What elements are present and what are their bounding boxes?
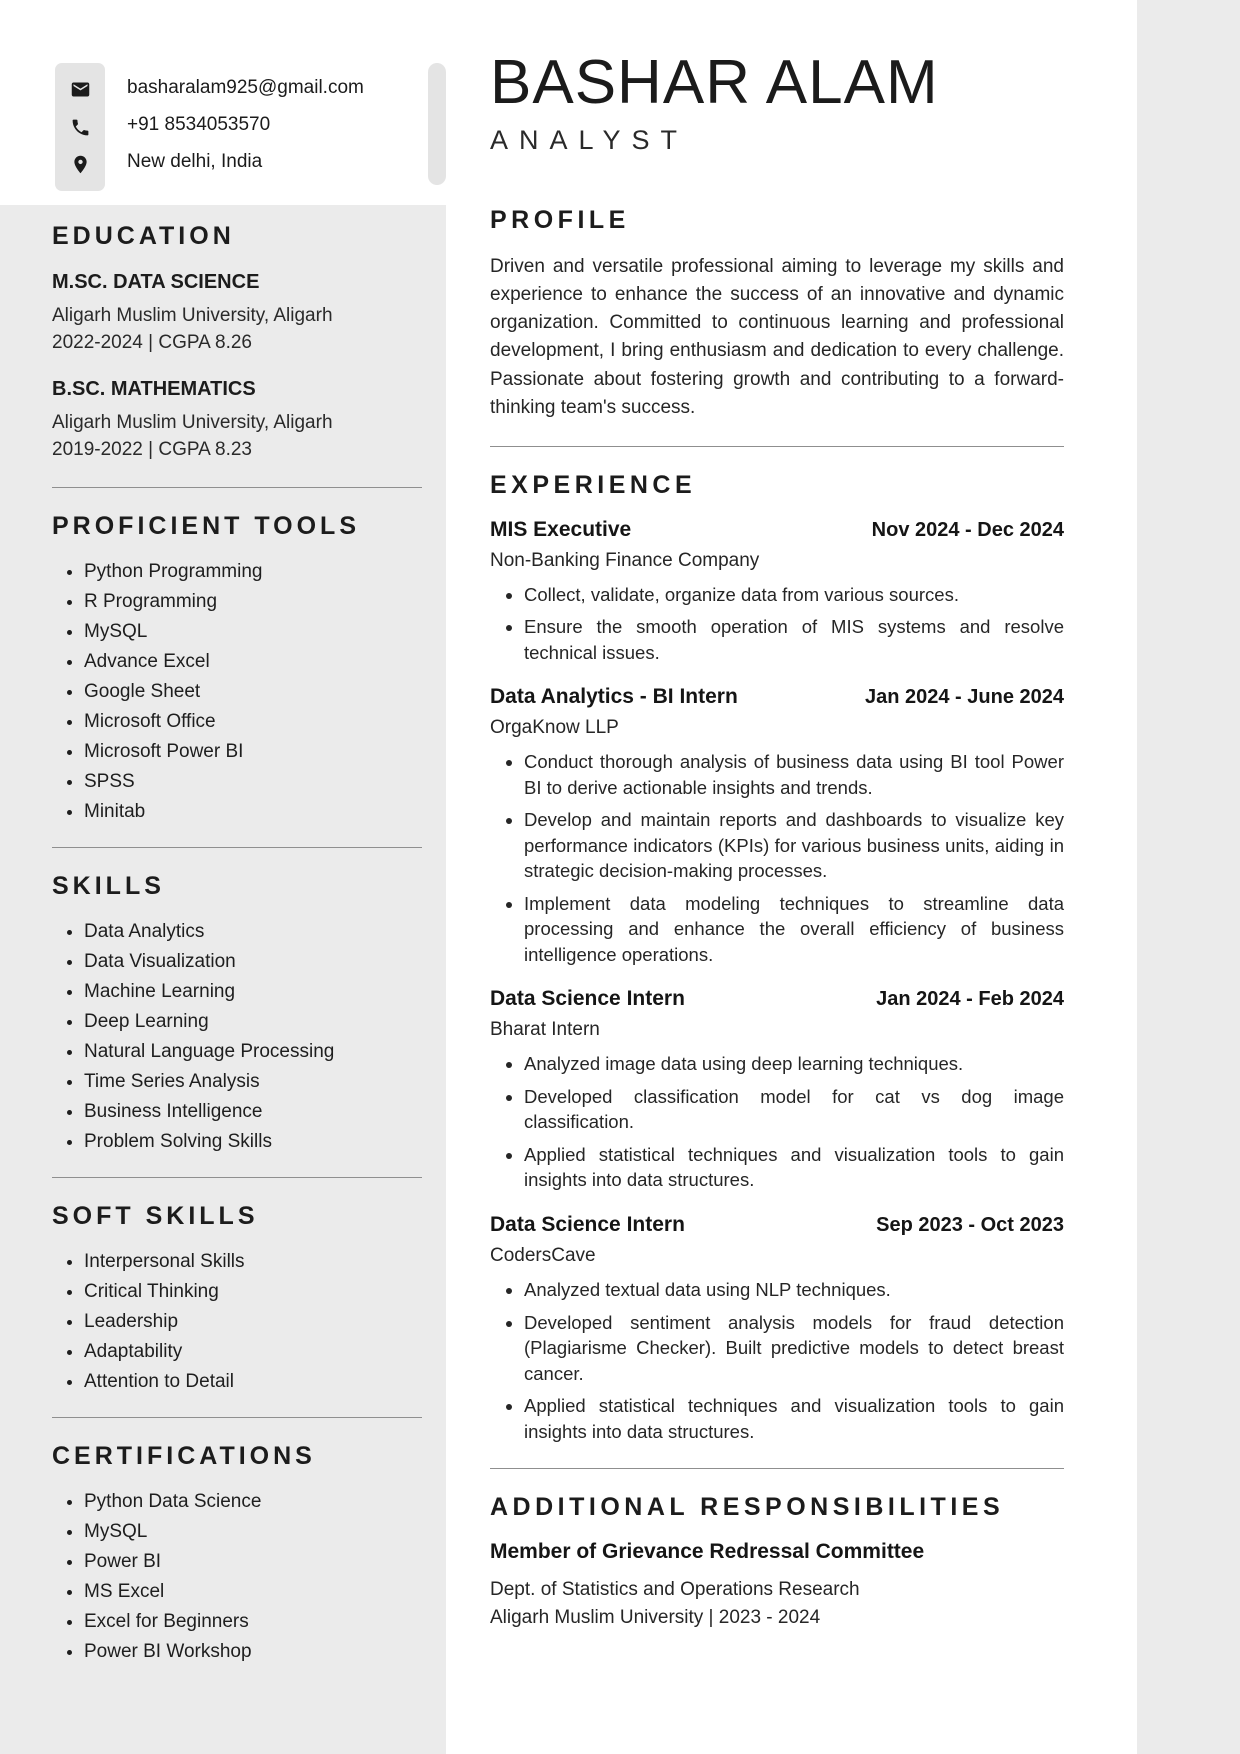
- job-bullets: [490, 582, 1064, 666]
- job-bullet: • Developed sentiment analysis models for fraud detection (Plagiarisme Checker). Built predictive models to detect breast cancer.: [524, 1310, 1064, 1387]
- profile-heading: PROFILE: [490, 206, 630, 235]
- divider: [490, 1468, 1064, 1469]
- job-entry: [490, 987, 1064, 1193]
- job-entry: [490, 1213, 1064, 1444]
- job-company: Bharat Intern: [490, 1019, 600, 1041]
- tool-item: • Advance Excel: [84, 651, 422, 673]
- job-dates: Sep 2023 - Oct 2023: [876, 1214, 1064, 1236]
- job-company: Non-Banking Finance Company: [490, 549, 760, 571]
- certification-item: • MySQL: [84, 1521, 422, 1543]
- skill-item: • Natural Language Processing: [84, 1041, 422, 1063]
- experience-heading: EXPERIENCE: [490, 470, 697, 499]
- education-item: [52, 271, 422, 356]
- skill-item: • Business Intelligence: [84, 1101, 422, 1123]
- divider: [52, 1417, 422, 1418]
- job-bullet: • Implement data modeling techniques to streamline data processing and enhance the overall efficiency of business intelligence operations.: [524, 891, 1064, 968]
- skills-heading: SKILLS: [52, 872, 165, 901]
- soft-skill-item: • Critical Thinking: [84, 1281, 422, 1303]
- right-edge-strip: [1137, 0, 1240, 1754]
- skill-item: • Time Series Analysis: [84, 1071, 422, 1093]
- job-header: [490, 518, 1064, 542]
- sidebar: [52, 222, 422, 1671]
- job-bullet: • Applied statistical techniques and visualization tools to gain insights into data structures.: [524, 1142, 1064, 1193]
- soft-skill-item: • Attention to Detail: [84, 1371, 422, 1393]
- tool-item: • Google Sheet: [84, 681, 422, 703]
- job-bullet: • Develop and maintain reports and dashboards to visualize key performance indicators (KPIs) for various business units, aiding in strategic decision-making processes.: [524, 807, 1064, 884]
- proficient-tools-list: [52, 561, 422, 823]
- job-company: CodersCave: [490, 1245, 596, 1266]
- job-header: [490, 1213, 1064, 1237]
- job-dates: Jan 2024 - June 2024: [864, 686, 1064, 709]
- skill-item: • Data Analytics: [84, 921, 422, 943]
- additional-heading: ADDITIONAL RESPONSIBILITIES: [490, 1493, 1005, 1522]
- tool-item: • SPSS: [84, 771, 422, 793]
- candidate-title: ANALYST: [490, 125, 689, 156]
- job-bullet: • Analyzed textual data using NLP techniques.: [524, 1277, 1064, 1303]
- job-header: [490, 685, 1064, 709]
- committee-dept: Dept. of Statistics and Operations Research: [490, 1579, 860, 1601]
- job-bullet: • Ensure the smooth operation of MIS systems and resolve technical issues.: [524, 614, 1064, 665]
- education-section: [52, 222, 422, 463]
- proficient-tools-heading: PROFICIENT TOOLS: [52, 512, 360, 541]
- tool-item: • MySQL: [84, 621, 422, 643]
- skill-item: • Data Visualization: [84, 951, 422, 973]
- skills-section: [52, 872, 422, 1153]
- proficient-tools-section: [52, 512, 422, 823]
- soft-skills-list: [52, 1251, 422, 1393]
- certifications-section: [52, 1442, 422, 1663]
- experience-section: [490, 471, 1064, 1444]
- soft-skills-section: [52, 1202, 422, 1393]
- job-bullet: • Conduct thorough analysis of business data using BI tool Power BI to derive actionable insights and trends.: [524, 749, 1064, 800]
- mail-icon: [70, 79, 91, 100]
- contact-location: New delhi, India: [127, 150, 263, 172]
- profile-section: [490, 206, 1064, 422]
- job-title: Data Science Intern: [490, 987, 685, 1011]
- job-dates: Jan 2024 - Feb 2024: [876, 988, 1064, 1011]
- job-bullets: [490, 1051, 1064, 1193]
- contact-icon-bar: [55, 63, 105, 191]
- skill-item: • Deep Learning: [84, 1011, 422, 1033]
- job-bullets: [490, 749, 1064, 967]
- edu-dates: 2022-2024 | CGPA 8.26: [52, 331, 253, 353]
- job-dates: Nov 2024 - Dec 2024: [871, 518, 1064, 541]
- additional-responsibilities-section: [490, 1493, 1064, 1631]
- certifications-heading: CERTIFICATIONS: [52, 1442, 316, 1471]
- tool-item: • R Programming: [84, 591, 422, 613]
- school: Aligarh Muslim University, Aligarh: [52, 305, 333, 326]
- job-title: Data Science Intern: [490, 1213, 685, 1236]
- divider: [490, 446, 1064, 447]
- job-bullets: [490, 1277, 1064, 1444]
- contact-phone: +91 8534053570: [127, 113, 271, 135]
- job-bullet: • Collect, validate, organize data from various sources.: [524, 582, 1064, 608]
- job-title: Data Analytics - BI Intern: [490, 685, 738, 709]
- certification-item: • Python Data Science: [84, 1491, 422, 1513]
- certification-item: • Power BI: [84, 1551, 422, 1573]
- degree: B.SC. MATHEMATICS: [52, 378, 256, 401]
- job-bullet: • Applied statistical techniques and visualization tools to gain insights into data structures.: [524, 1393, 1064, 1444]
- certification-item: • MS Excel: [84, 1581, 422, 1603]
- phone-icon: [70, 117, 91, 138]
- job-title: MIS Executive: [490, 517, 632, 541]
- edu-dates: 2019-2022 | CGPA 8.23: [52, 438, 253, 460]
- soft-skill-item: • Interpersonal Skills: [84, 1251, 422, 1273]
- contact-email: basharalam925@gmail.com: [127, 77, 364, 98]
- job-header: [490, 987, 1064, 1011]
- tool-item: • Microsoft Power BI: [84, 741, 422, 763]
- committee-university: Aligarh Muslim University | 2023 - 2024: [490, 1606, 821, 1628]
- location-pin-icon: [70, 154, 91, 175]
- tool-item: • Microsoft Office: [84, 711, 422, 733]
- divider: [52, 487, 422, 488]
- skills-list: [52, 921, 422, 1153]
- school: Aligarh Muslim University, Aligarh: [52, 412, 333, 434]
- soft-skills-heading: SOFT SKILLS: [52, 1202, 259, 1231]
- skill-item: • Problem Solving Skills: [84, 1131, 422, 1153]
- decorative-bar: [428, 63, 446, 185]
- certifications-list: [52, 1491, 422, 1663]
- committee-role: Member of Grievance Redressal Committee: [490, 1540, 925, 1564]
- degree: M.SC. DATA SCIENCE: [52, 271, 260, 293]
- job-company: OrgaKnow LLP: [490, 717, 619, 739]
- soft-skill-item: • Leadership: [84, 1311, 422, 1333]
- tool-item: • Python Programming: [84, 561, 422, 583]
- job-entry: [490, 685, 1064, 967]
- contact-block: [127, 78, 364, 173]
- education-heading: EDUCATION: [52, 222, 235, 250]
- job-bullet: • Analyzed image data using deep learning techniques.: [524, 1051, 1064, 1077]
- candidate-name: BASHAR ALAM: [490, 48, 939, 117]
- education-item: [52, 378, 422, 463]
- job-entry: [490, 518, 1064, 666]
- tool-item: • Minitab: [84, 801, 422, 823]
- skill-item: • Machine Learning: [84, 981, 422, 1003]
- main-column: [490, 50, 1064, 1631]
- profile-text: Driven and versatile professional aiming to leverage my skills and experience to enhance the success of an innovative and dynamic organization. Committed to continuous learning and professional development, I bring enthusiasm and dedication to every challenge. Passionate about fostering growth and contributing to a forward-thinking team's success.: [490, 256, 1064, 418]
- soft-skill-item: • Adaptability: [84, 1341, 422, 1363]
- job-bullet: • Developed classification model for cat vs dog image classification.: [524, 1084, 1064, 1135]
- certification-item: • Power BI Workshop: [84, 1641, 422, 1663]
- certification-item: • Excel for Beginners: [84, 1611, 422, 1633]
- divider: [52, 847, 422, 848]
- divider: [52, 1177, 422, 1178]
